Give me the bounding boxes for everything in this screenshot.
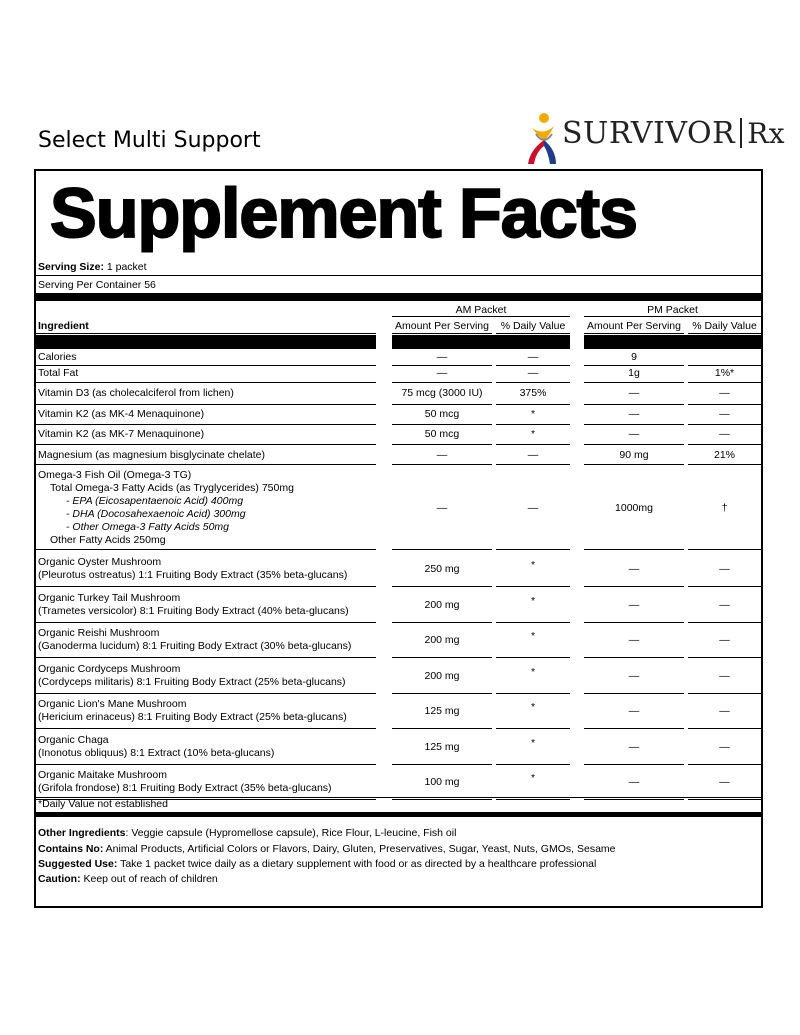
pm-dv-cell: —: [719, 408, 730, 420]
footer-bar: [36, 812, 761, 817]
am-amount-cell: 50 mcg: [424, 408, 460, 420]
row-divider: [496, 444, 570, 445]
servings-per-container: Serving Per Container 56: [38, 279, 156, 291]
mushroom-name: Organic Reishi Mushroom: [38, 627, 160, 639]
row-divider: [584, 464, 684, 465]
row-divider: [36, 444, 376, 445]
supplement-facts-panel: [34, 169, 763, 908]
row-divider: [688, 424, 761, 425]
am-dv-cell: *: [530, 665, 536, 678]
row-divider: [392, 404, 492, 405]
row-divider: [496, 728, 570, 729]
serving-size: Serving Size: 1 packet: [38, 261, 147, 273]
row-divider: [496, 365, 570, 366]
mushroom-name: Organic Maitake Mushroom: [38, 769, 167, 781]
omega-line-1: Omega-3 Fish Oil (Omega-3 TG): [38, 469, 192, 481]
am-dv-cell: *: [530, 701, 536, 713]
row-divider: [584, 764, 684, 765]
row-divider: [392, 693, 492, 694]
row-divider: [36, 693, 376, 694]
am-dv-cell: *: [530, 559, 536, 571]
pm-amount-cell: —: [628, 408, 640, 420]
am-dv-cell: —: [527, 351, 539, 363]
ingredient-name: Vitamin D3 (as cholecalciferol from lichen): [38, 387, 234, 399]
row-divider: [688, 764, 761, 765]
pm-amount-cell: —: [628, 776, 640, 788]
product-name: Select Multi Support: [38, 128, 261, 153]
caution: Caution: Keep out of reach of children: [38, 873, 218, 885]
omega-line-4: - DHA (Docosahexaenoic Acid) 300mg: [66, 508, 246, 520]
dv-note: *Daily Value not established: [38, 798, 168, 810]
am-dv-cell: —: [527, 502, 539, 514]
row-divider: [392, 549, 492, 550]
am-dv-cell: 375%: [519, 387, 547, 399]
mushroom-extract: (Grifola frondose) 8:1 Fruiting Body Extract (35% beta-glucans): [38, 782, 332, 794]
am-amount-cell: —: [436, 502, 448, 514]
mushroom-extract: (Pleurotus ostreatus) 1:1 Fruiting Body Extract (35% beta-glucans): [38, 569, 348, 581]
row-divider: [496, 404, 570, 405]
row-divider: [36, 622, 376, 623]
pm-dv-cell: —: [719, 669, 730, 682]
ribbon-figure-icon: [522, 106, 562, 166]
row-divider: [36, 657, 376, 658]
row-divider: [392, 586, 492, 587]
mushroom-extract: (Hericium erinaceus) 8:1 Fruiting Body Extract (25% beta-glucans): [38, 711, 347, 723]
ingredient-name: Total Fat: [38, 367, 79, 379]
row-divider: [688, 365, 761, 366]
am-amount-cell: 125 mg: [424, 705, 460, 717]
row-divider: [36, 549, 376, 550]
mushroom-extract: (Inonotus obliquus) 8:1 Extract (10% beta-glucans): [38, 746, 275, 759]
omega-line-2: Total Omega-3 Fatty Acids (as Tryglycerides) 750mg: [50, 482, 294, 494]
row-divider: [584, 657, 684, 658]
row-divider: [392, 382, 492, 383]
row-divider: [584, 586, 684, 587]
row-divider: [584, 622, 684, 623]
row-divider: [36, 404, 376, 405]
row-divider: [584, 799, 684, 800]
pm-dv-cell: —: [719, 387, 730, 399]
pm-amount-cell: 90 mg: [619, 449, 649, 461]
contains-no: Contains No: Animal Products, Artificial Colors or Flavors, Dairy, Gluten, Preservatives, Sugar, Yeast, Nuts, GMOs, Sesame: [38, 843, 616, 855]
row-divider: [688, 728, 761, 729]
am-amount-cell: 50 mcg: [424, 428, 460, 440]
am-packet-header: AM Packet: [455, 304, 507, 316]
pm-dv-cell: —: [719, 776, 730, 788]
row-divider: [688, 622, 761, 623]
am-dv-header: % Daily Value: [500, 320, 566, 332]
logo-rx: Rx: [747, 117, 786, 150]
mushroom-name: Organic Cordyceps Mushroom: [38, 662, 181, 675]
ingredient-name: Calories: [38, 351, 77, 363]
pm-amount-cell: —: [628, 387, 640, 399]
pm-amount-cell: —: [628, 669, 640, 682]
ingredient-name: Vitamin K2 (as MK-4 Menaquinone): [38, 408, 205, 420]
row-divider: [584, 382, 684, 383]
row-divider: [36, 424, 376, 425]
am-amount-header: Amount Per Serving: [395, 320, 489, 332]
omega-line-5: - Other Omega-3 Fatty Acids 50mg: [66, 521, 230, 533]
am-dv-cell: —: [527, 367, 539, 379]
omega-line-6: Other Fatty Acids 250mg: [50, 534, 166, 546]
pm-amount-cell: —: [628, 740, 640, 753]
pm-dv-cell: —: [719, 563, 730, 575]
row-divider: [584, 549, 684, 550]
mushroom-name: Organic Chaga: [38, 733, 109, 746]
row-divider: [392, 424, 492, 425]
ingredient-name: Vitamin K2 (as MK-7 Menaquinone): [38, 428, 205, 440]
am-amount-cell: 100 mg: [424, 776, 460, 788]
pm-dv-cell: —: [719, 428, 730, 440]
row-divider: [584, 693, 684, 694]
suggested-use: Suggested Use: Take 1 packet twice daily as a dietary supplement with food or as directed by a healthcare professional: [38, 858, 597, 870]
row-divider: [496, 764, 570, 765]
pm-dv-cell: —: [719, 634, 730, 646]
pm-dv-cell: 21%: [713, 449, 735, 461]
row-divider: [392, 728, 492, 729]
pm-amount-cell: —: [628, 563, 640, 575]
pm-amount-cell: 9: [631, 351, 637, 363]
am-dv-cell: *: [530, 772, 536, 784]
other-ingredients: Other Ingredients: Veggie capsule (Hypromellose capsule), Rice Flour, L-leucine, Fish oil: [38, 827, 457, 839]
row-divider: [36, 365, 376, 366]
am-dv-cell: *: [530, 736, 536, 749]
row-divider: [496, 586, 570, 587]
am-dv-cell: *: [530, 408, 536, 420]
pm-dv-header: % Daily Value: [692, 320, 757, 332]
omega-line-3: - EPA (Eicosapentaenoic Acid) 400mg: [66, 495, 244, 507]
row-divider: [688, 549, 761, 550]
am-amount-cell: —: [436, 351, 448, 363]
pm-dv-cell: —: [719, 705, 730, 717]
row-divider: [688, 657, 761, 658]
row-divider: [36, 586, 376, 587]
row-divider: [392, 657, 492, 658]
row-divider: [496, 799, 570, 800]
mushroom-extract: (Cordyceps militaris) 8:1 Fruiting Body Extract (25% beta-glucans): [38, 675, 346, 688]
row-divider: [688, 404, 761, 405]
row-divider: [392, 799, 492, 800]
row-divider: [496, 657, 570, 658]
ingredient-header: Ingredient: [38, 320, 89, 332]
pm-dv-cell: —: [719, 598, 730, 611]
pm-amount-cell: —: [628, 428, 640, 440]
row-divider: [688, 693, 761, 694]
row-divider: [584, 444, 684, 445]
mushroom-name: Organic Turkey Tail Mushroom: [38, 591, 181, 604]
row-divider: [496, 424, 570, 425]
row-divider: [496, 464, 570, 465]
am-amount-cell: 75 mcg (3000 IU): [401, 387, 483, 399]
row-divider: [688, 586, 761, 587]
pm-amount-cell: —: [628, 598, 640, 611]
row-divider: [584, 424, 684, 425]
row-divider: [584, 728, 684, 729]
pm-dv-cell: †: [721, 502, 728, 514]
am-amount-cell: —: [436, 449, 448, 461]
pm-amount-cell: 1000mg: [615, 502, 653, 514]
panel-title: Supplement Facts: [50, 174, 637, 252]
row-divider: [688, 444, 761, 445]
am-dv-cell: *: [530, 630, 536, 642]
pm-packet-header: PM Packet: [647, 304, 698, 316]
mushroom-name: Organic Oyster Mushroom: [38, 556, 162, 568]
row-divider: [36, 464, 376, 465]
mushroom-extract: (Ganoderma lucidum) 8:1 Fruiting Body Extract (30% beta-glucans): [38, 640, 352, 652]
mushroom-name: Organic Lion's Mane Mushroom: [38, 698, 187, 710]
am-dv-cell: *: [530, 594, 536, 607]
ingredient-name: Magnesium (as magnesium bisglycinate chelate): [38, 449, 266, 461]
pm-amount-header: Amount Per Serving: [587, 320, 681, 332]
pm-dv-cell: 1%*: [714, 367, 735, 379]
am-amount-cell: 125 mg: [424, 740, 460, 753]
row-divider: [392, 622, 492, 623]
am-dv-cell: —: [527, 449, 539, 461]
row-divider: [496, 382, 570, 383]
row-divider: [36, 382, 376, 383]
brand-logo: [522, 106, 786, 166]
am-amount-cell: —: [436, 367, 448, 379]
am-amount-cell: 250 mg: [424, 563, 460, 575]
pm-amount-cell: —: [628, 634, 640, 646]
mushroom-extract: (Trametes versicolor) 8:1 Fruiting Body Extract (40% beta-glucans): [38, 604, 349, 617]
row-divider: [496, 549, 570, 550]
am-amount-cell: 200 mg: [424, 634, 460, 646]
pm-amount-cell: 1g: [628, 367, 640, 379]
row-divider: [584, 404, 684, 405]
row-divider: [392, 444, 492, 445]
logo-wordmark: SURVIVOR: [562, 116, 736, 151]
row-divider: [688, 382, 761, 383]
row-divider: [392, 365, 492, 366]
am-amount-cell: 200 mg: [424, 598, 460, 611]
am-amount-cell: 200 mg: [424, 669, 460, 682]
row-divider: [688, 464, 761, 465]
row-divider: [688, 799, 761, 800]
row-divider: [36, 728, 376, 729]
row-divider: [584, 365, 684, 366]
row-divider: [36, 764, 376, 765]
pm-amount-cell: —: [628, 705, 640, 717]
pm-dv-cell: —: [719, 740, 730, 753]
row-divider: [392, 464, 492, 465]
row-divider: [496, 693, 570, 694]
row-divider: [392, 764, 492, 765]
row-divider: [496, 622, 570, 623]
am-dv-cell: *: [530, 428, 536, 440]
